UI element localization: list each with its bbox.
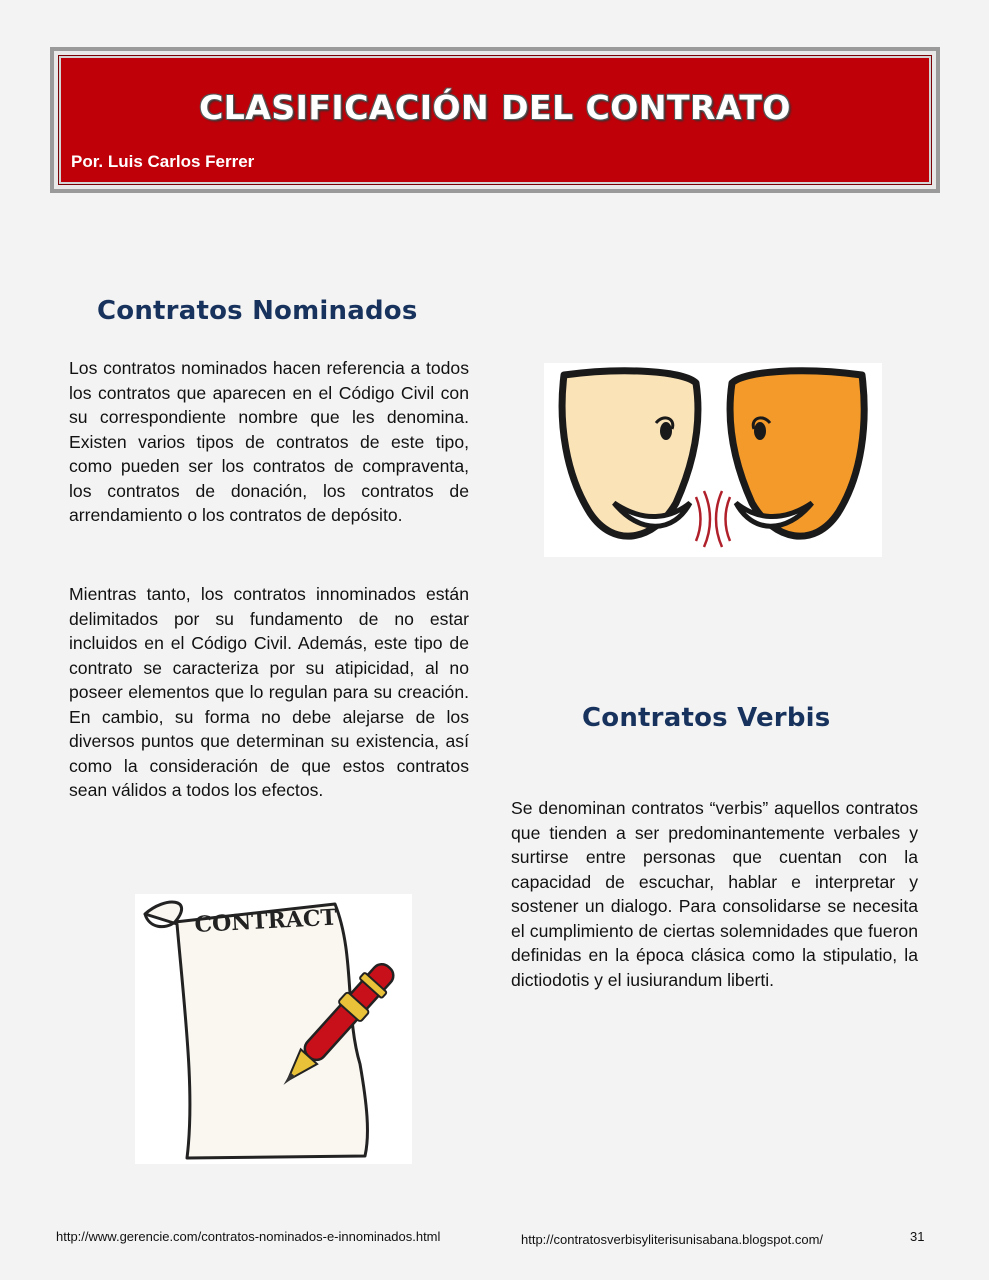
- paragraph-innominados: Mientras tanto, los contratos innominados están delimitados por su fundamento de no estar incluidos en el Código Civil. Además, este tipo de contrato se caracteriza por su atipicidad, al no poseer elementos que lo regulan para su creación. En cambio, su forma no debe alejarse de los diversos puntos que determinan su existencia, así como la consideración de que estos contratos sean válidos a todos los efectos.: [69, 584, 469, 800]
- header-banner: [50, 47, 940, 193]
- paragraph-nominados: Los contratos nominados hacen referencia a todos los contratos que aparecen en el Código Civil con su correspondiente nombre que les denomina. Existen varios tipos de contratos de este tipo, como pueden ser los contratos de compraventa, los contratos de donación, los contratos de arrendamiento o los contratos de depósito.: [69, 358, 469, 525]
- header-banner-frame: [54, 51, 936, 189]
- paragraph-verbis: Se denominan contratos “verbis” aquellos contratos que tienden a ser predominantemente verbales y surtirse entre personas que cuentan con la capacidad de escuchar, hablar e interpretar y sostener un dialogo. Para consolidarse se necesita el cumplimiento de ciertas solemnidades que fueron definidas en la época clásica como la stipulatio, la dictiodotis y el iusiurandum liberti.: [511, 798, 918, 990]
- talking-faces-image: [544, 363, 882, 557]
- talking-faces-illustration: [544, 363, 882, 557]
- footer-link-blogspot[interactable]: http://contratosverbisyliterisunisabana.blogspot.com/: [521, 1232, 824, 1247]
- contract-label: CONTRACT: [193, 904, 338, 938]
- author-byline: Por. Luis Carlos Ferrer: [71, 152, 255, 171]
- page-title: CLASIFICACIÓN DEL CONTRATO: [199, 88, 791, 127]
- page-number: 31: [910, 1229, 925, 1244]
- header-banner-inner: [58, 55, 932, 185]
- contract-illustration: [135, 894, 412, 1164]
- contract-image: [135, 894, 412, 1164]
- heading-contratos-verbis: Contratos Verbis: [582, 703, 831, 733]
- heading-contratos-nominados: Contratos Nominados: [97, 296, 418, 326]
- footer-link-gerencie[interactable]: http://www.gerencie.com/contratos-nominados-e-innominados.html: [56, 1229, 441, 1244]
